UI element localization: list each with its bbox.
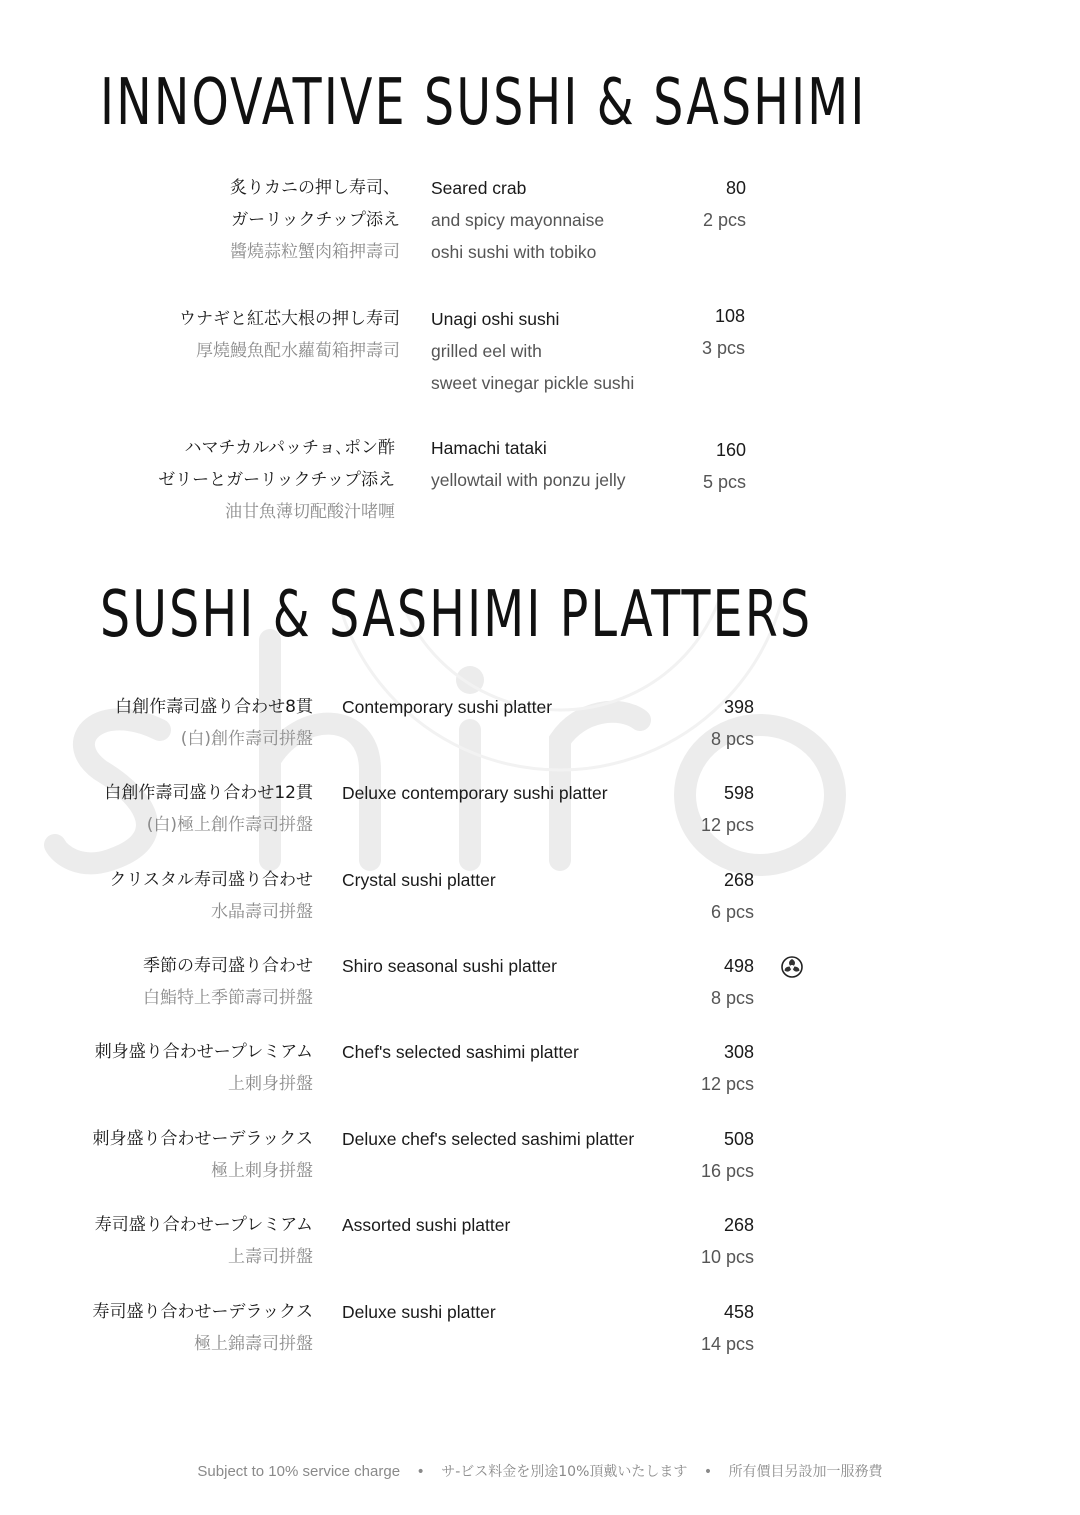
item-japanese-name: 季節の寿司盛り合わせ 白鮨特上季節壽司拼盤 — [0, 950, 313, 1014]
item-pieces: 12 pcs — [700, 1074, 754, 1094]
item-price-block — [625, 300, 745, 364]
item-chinese-name: 上壽司拼盤 — [228, 1247, 313, 1267]
item-english-name: Deluxe chef's selected sashimi platter — [342, 1129, 635, 1149]
item-japanese-name: 寿司盛り合わせープレミアム 上壽司拼盤 — [0, 1209, 313, 1273]
item-chinese-name: 極上刺身拼盤 — [211, 1161, 313, 1181]
item-pieces: 5 pcs — [702, 472, 746, 492]
item-price: 80 — [725, 178, 746, 198]
item-chinese-name: (白)極上創作壽司拼盤 — [146, 815, 313, 835]
item-japanese-name: ウナギと紅芯大根の押し寿司 厚燒鰻魚配水蘿蔔箱押壽司 — [0, 303, 400, 367]
service-charge-english: Subject to 10% service charge — [197, 1463, 401, 1480]
item-price: 108 — [714, 306, 745, 326]
item-japanese-name: 白創作壽司盛り合わせ12貫 (白)極上創作壽司拼盤 — [0, 777, 313, 841]
item-japanese-name: 白創作壽司盛り合わせ8貫 (白)創作壽司拼盤 — [0, 691, 313, 755]
item-english-name: Seared crab — [431, 178, 527, 198]
item-japanese-name: 炙りカニの押し寿司、 ガーリックチップ添え 醬燒蒜粒蟹肉箱押壽司 — [0, 172, 400, 268]
item-price-block — [634, 1209, 754, 1273]
item-price-block — [634, 777, 754, 841]
item-chinese-name: 極上錦壽司拼盤 — [194, 1334, 313, 1354]
item-price-block — [626, 172, 746, 236]
service-charge-note — [0, 1461, 1080, 1481]
item-pieces: 6 pcs — [710, 902, 754, 922]
item-price-block — [634, 1296, 754, 1360]
item-pieces: 10 pcs — [700, 1247, 754, 1267]
item-english-name: Unagi oshi sushi — [431, 309, 560, 329]
item-price-block — [634, 950, 754, 1014]
item-chinese-name: 油甘魚薄切配酸汁啫喱 — [225, 502, 395, 522]
item-price: 508 — [723, 1129, 754, 1149]
item-price: 160 — [715, 440, 746, 460]
item-price: 398 — [723, 697, 754, 717]
item-price: 308 — [723, 1042, 754, 1062]
item-chinese-name: 上刺身拼盤 — [228, 1074, 313, 1094]
item-price: 268 — [723, 870, 754, 890]
item-japanese-name: ハマチカルパッチョ､ポン酢 ゼリーとガーリックチップ添え 油甘魚薄切配酸汁啫喱 — [0, 432, 395, 528]
item-english-name: Chef's selected sashimi platter — [342, 1042, 579, 1062]
item-pieces: 14 pcs — [700, 1334, 754, 1354]
item-japanese-name: 寿司盛り合わせーデラックス 極上錦壽司拼盤 — [0, 1296, 313, 1360]
item-chinese-name: 醬燒蒜粒蟹肉箱押壽司 — [230, 242, 400, 262]
seasonal-emblem-icon — [781, 956, 803, 978]
item-price: 268 — [723, 1215, 754, 1235]
item-english-description: Seared crab and spicy mayonnaise oshi sushi with tobiko — [431, 172, 691, 268]
item-price-block — [626, 434, 746, 498]
item-chinese-name: 厚燒鰻魚配水蘿蔔箱押壽司 — [196, 341, 400, 361]
service-charge-chinese: 所有價目另設加一服務費 — [728, 1464, 883, 1480]
item-pieces: 12 pcs — [700, 815, 754, 835]
item-japanese-name: 刺身盛り合わせーデラックス 極上刺身拼盤 — [0, 1123, 313, 1187]
item-price: 498 — [723, 956, 754, 976]
item-english-name: Crystal sushi platter — [342, 870, 496, 890]
item-chinese-name: 白鮨特上季節壽司拼盤 — [143, 988, 313, 1008]
item-pieces: 3 pcs — [701, 338, 745, 358]
separator-dot: • — [416, 1464, 425, 1480]
item-price: 598 — [723, 783, 754, 803]
item-english-name: Assorted sushi platter — [342, 1215, 511, 1235]
item-price-block — [634, 1036, 754, 1100]
item-price: 458 — [723, 1302, 754, 1322]
item-pieces: 8 pcs — [710, 729, 754, 749]
item-english-name: Shiro seasonal sushi platter — [342, 956, 557, 976]
item-english-name: Hamachi tataki — [431, 438, 547, 458]
item-pieces: 8 pcs — [710, 988, 754, 1008]
section-title-innovative: INNOVATIVE SUSHI & SASHIMI — [100, 66, 867, 140]
item-chinese-name: (白)創作壽司拼盤 — [180, 729, 313, 749]
item-english-name: Deluxe sushi platter — [342, 1302, 496, 1322]
item-english-name: Contemporary sushi platter — [342, 697, 553, 717]
item-price-block — [634, 864, 754, 928]
item-pieces: 16 pcs — [700, 1161, 754, 1181]
item-japanese-name: クリスタル寿司盛り合わせ 水晶壽司拼盤 — [0, 864, 313, 928]
item-japanese-name: 刺身盛り合わせープレミアム 上刺身拼盤 — [0, 1036, 313, 1100]
item-chinese-name: 水晶壽司拼盤 — [211, 902, 313, 922]
section-title-platters: SUSHI & SASHIMI PLATTERS — [100, 578, 813, 652]
item-price-block — [634, 1123, 754, 1187]
item-english-description: Unagi oshi sushi grilled eel with sweet vinegar pickle sushi — [431, 303, 691, 399]
item-english-description: Hamachi tataki yellowtail with ponzu jelly — [431, 432, 691, 496]
item-price-block — [634, 691, 754, 755]
item-pieces: 2 pcs — [702, 210, 746, 230]
item-english-name: Deluxe contemporary sushi platter — [342, 783, 608, 803]
service-charge-japanese: サ-ビス料金を別途10%頂戴いたします — [441, 1464, 688, 1480]
separator-dot: • — [703, 1464, 713, 1480]
